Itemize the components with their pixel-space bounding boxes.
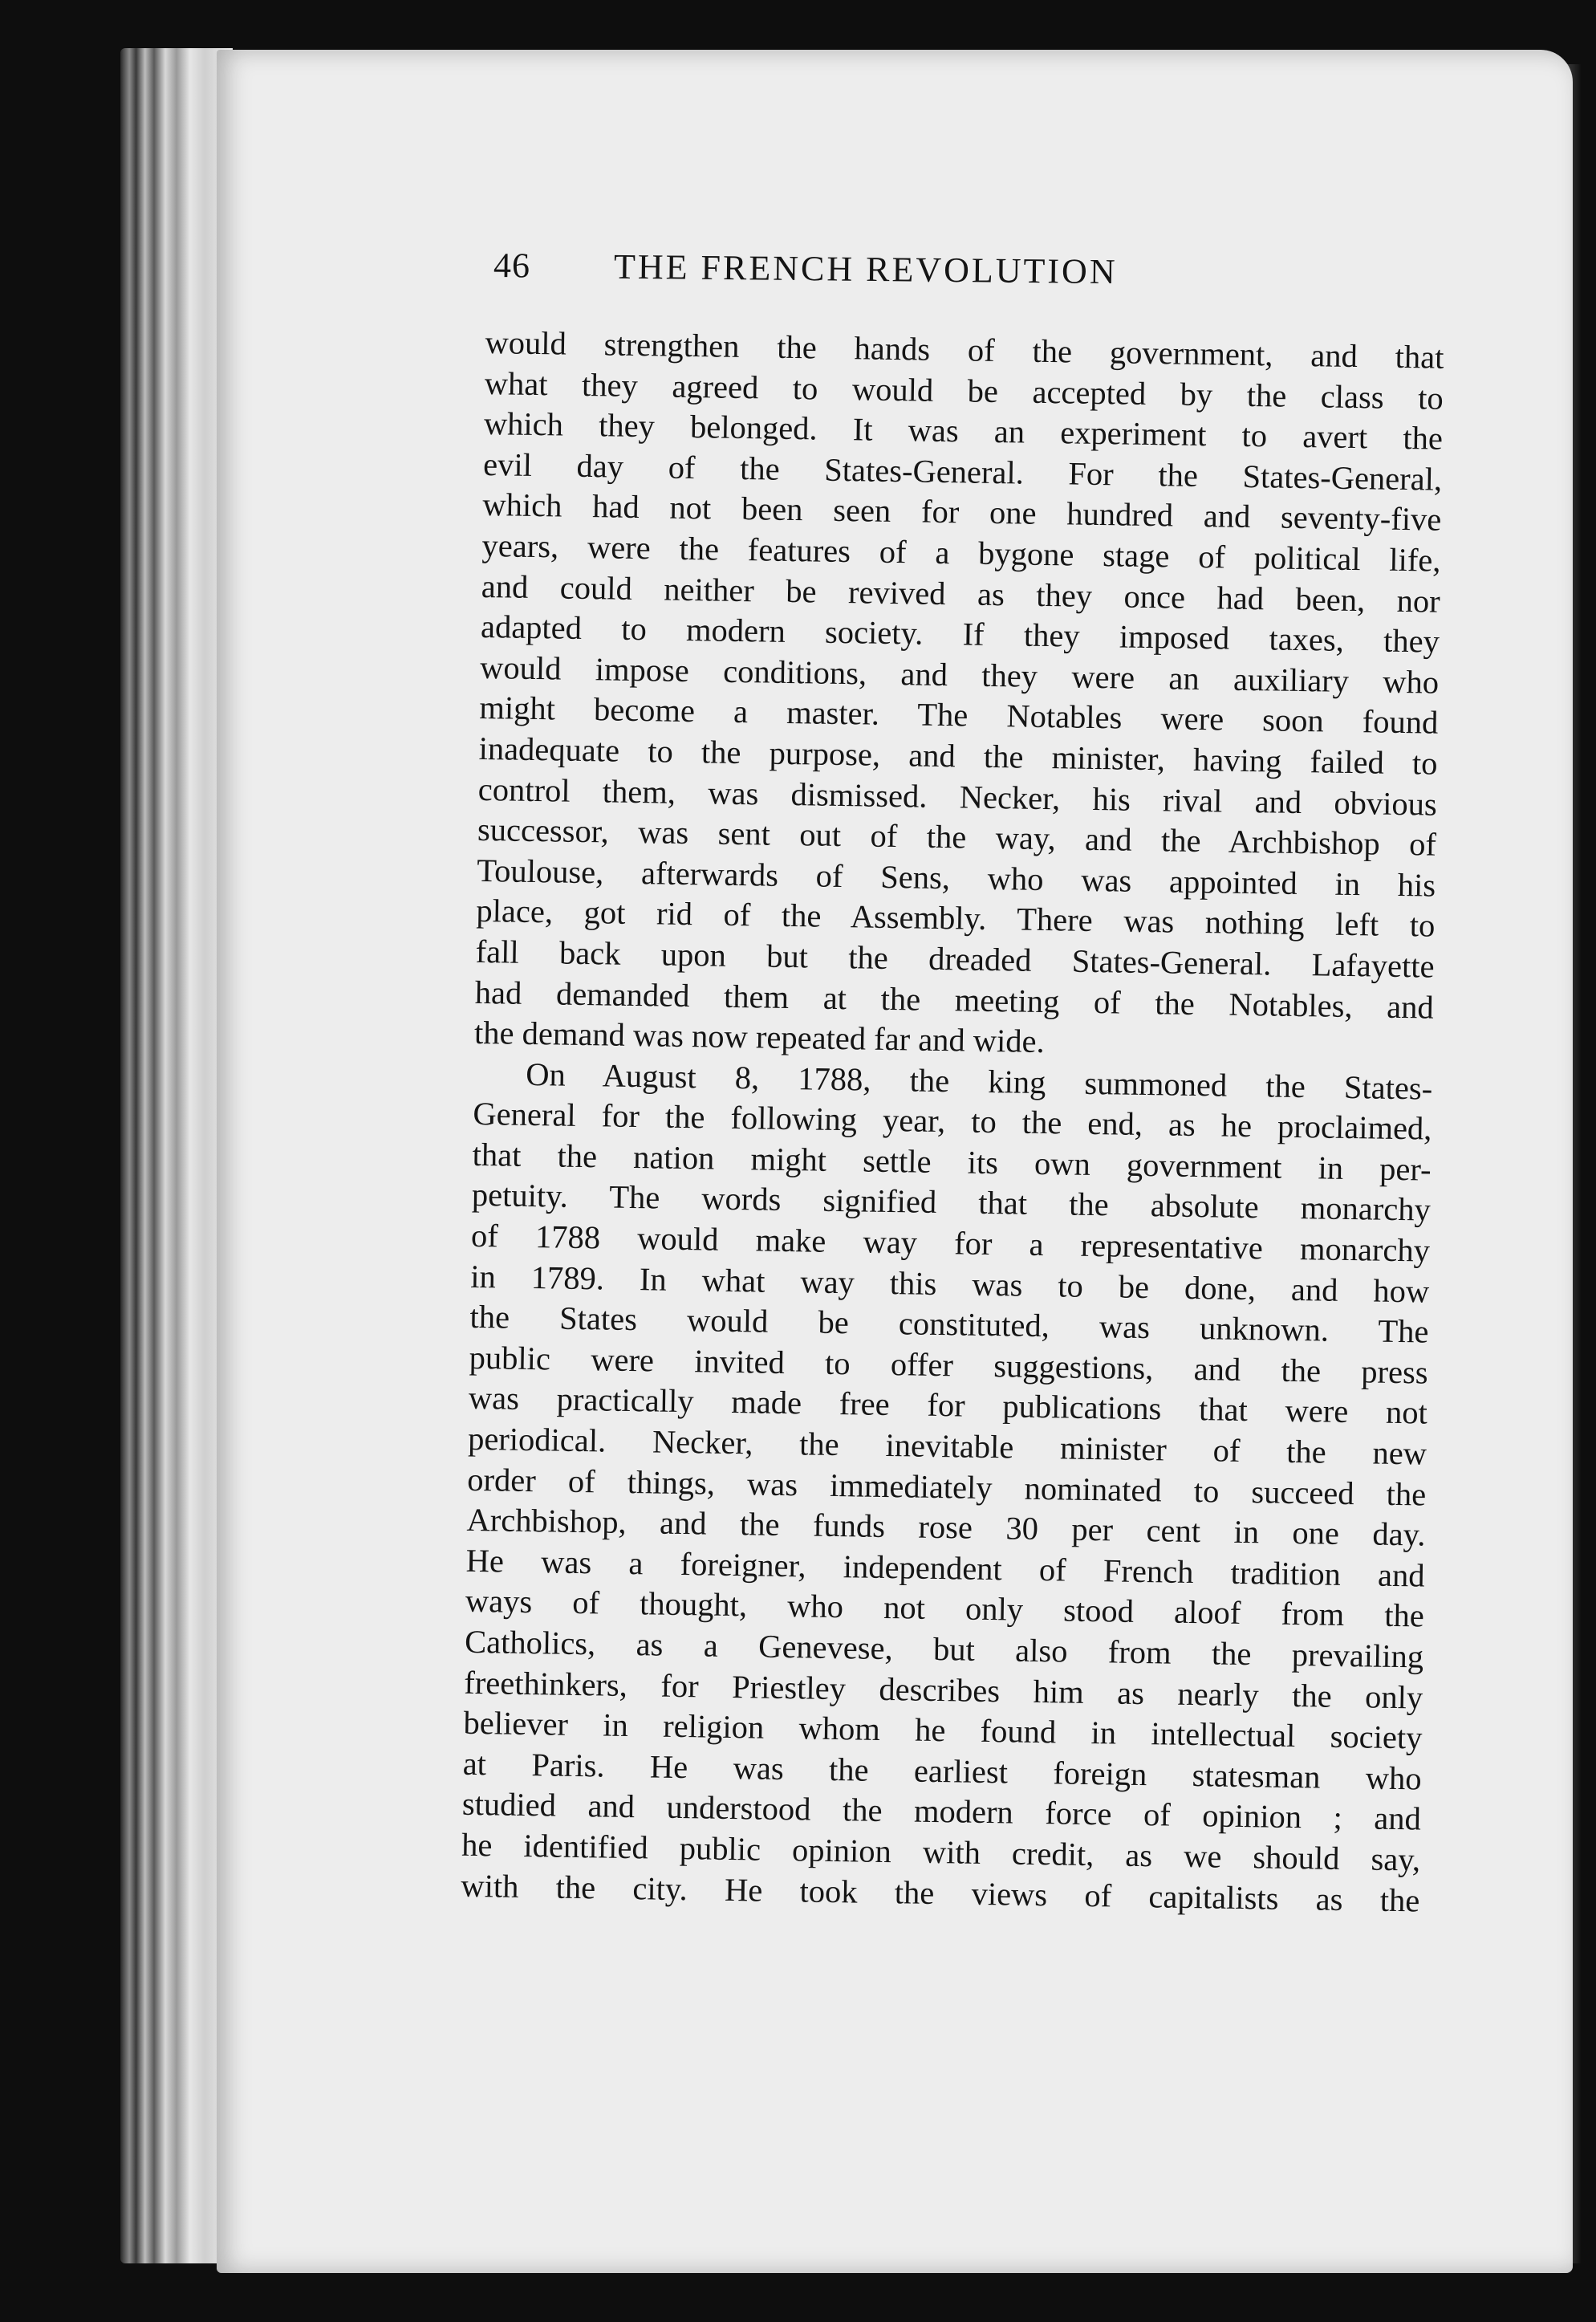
body-text: [461, 323, 1444, 1921]
running-head: [493, 245, 1297, 301]
text-line: Archbishop, and the funds rose 30 per cent in one day.: [466, 1502, 1426, 1553]
text-line: control them, was dismissed. Necker, his rival and obvious: [477, 771, 1438, 823]
text-line: and could neither be revived as they once had been, nor: [481, 567, 1441, 620]
text-line: which they belonged. It was an experiment to avert the: [483, 405, 1444, 457]
text-line: years, were the features of a bygone stage of political life,: [481, 527, 1441, 579]
text-line: Toulouse, afterwards of Sens, who was appointed in his: [476, 852, 1436, 904]
text-line: adapted to modern society. If they imposed taxes, they: [480, 608, 1440, 660]
text-line: believer in religion whom he found in intellectual society: [463, 1704, 1423, 1756]
text-line: had demanded them at the meeting of the Notables, and: [474, 974, 1435, 1026]
text-line: would impose conditions, and they were an auxiliary who: [479, 649, 1440, 701]
text-line: in 1789. In what way this was to be done, and how: [469, 1258, 1430, 1310]
text-line: the demand was now repeated far and wide.: [473, 1014, 1046, 1060]
text-line: public were invited to offer suggestions, and the press: [469, 1339, 1428, 1391]
paragraph: [461, 1054, 1433, 1921]
text-line: what they agreed to would be accepted by the class to: [484, 364, 1444, 417]
text-line: of 1788 would make way for a representative monarchy: [470, 1217, 1431, 1269]
text-line: was practically made free for publications that were not: [468, 1380, 1428, 1432]
text-line: Catholics, as a Genevese, but also from the prevailing: [464, 1623, 1424, 1675]
text-line: at Paris. He was the earliest foreign statesman who: [462, 1745, 1423, 1797]
text-line: the States would be constituted, was unknown. The: [469, 1299, 1429, 1350]
text-line: would strengthen the hands of the government, and that: [485, 323, 1444, 376]
text-line: He was a foreigner, independent of French tradition and: [465, 1542, 1425, 1594]
text-line: successor, was sent out of the way, and the Archbishop of: [477, 811, 1437, 863]
text-line: inadequate to the purpose, and the minister, having failed to: [478, 730, 1438, 782]
text-line: petuity. The words signified that the absolute monarchy: [471, 1177, 1432, 1229]
text-line: that the nation might settle its own government in per-: [472, 1136, 1432, 1188]
text-line: place, got rid of the Assembly. There was nothing left to: [476, 893, 1436, 944]
text-line: might become a master. The Notables were soon found: [479, 689, 1439, 742]
text-line: studied and understood the modern force of opinion ; and: [461, 1786, 1422, 1837]
text-line: On August 8, 1788, the king summoned the States-: [525, 1055, 1433, 1107]
paragraph: [474, 323, 1444, 1068]
text-line: order of things, was immediately nominated to succeed the: [467, 1461, 1427, 1513]
text-line: ways of thought, who not only stood aloof from the: [465, 1583, 1425, 1634]
running-title: THE FRENCH REVOLUTION: [613, 246, 1118, 292]
page-number: 46: [493, 246, 531, 286]
text-line: with the city. He took the views of capitalists as the: [461, 1867, 1420, 1919]
text-line: evil day of the States-General. For the States-General,: [482, 445, 1443, 498]
text-line: fall back upon but the dreaded States-General. Lafayette: [475, 933, 1435, 985]
text-line: General for the following year, to the end, as he proclaimed,: [473, 1096, 1432, 1147]
page-edges: [120, 48, 233, 2263]
text-line: which had not been seen for one hundred and seventy-five: [482, 486, 1442, 539]
text-line: periodical. Necker, the inevitable minister of the new: [467, 1420, 1427, 1472]
text-line: freethinkers, for Priestley describes him as nearly the only: [464, 1664, 1423, 1716]
text-line: he identified public opinion with credit, as we should say,: [461, 1826, 1421, 1878]
